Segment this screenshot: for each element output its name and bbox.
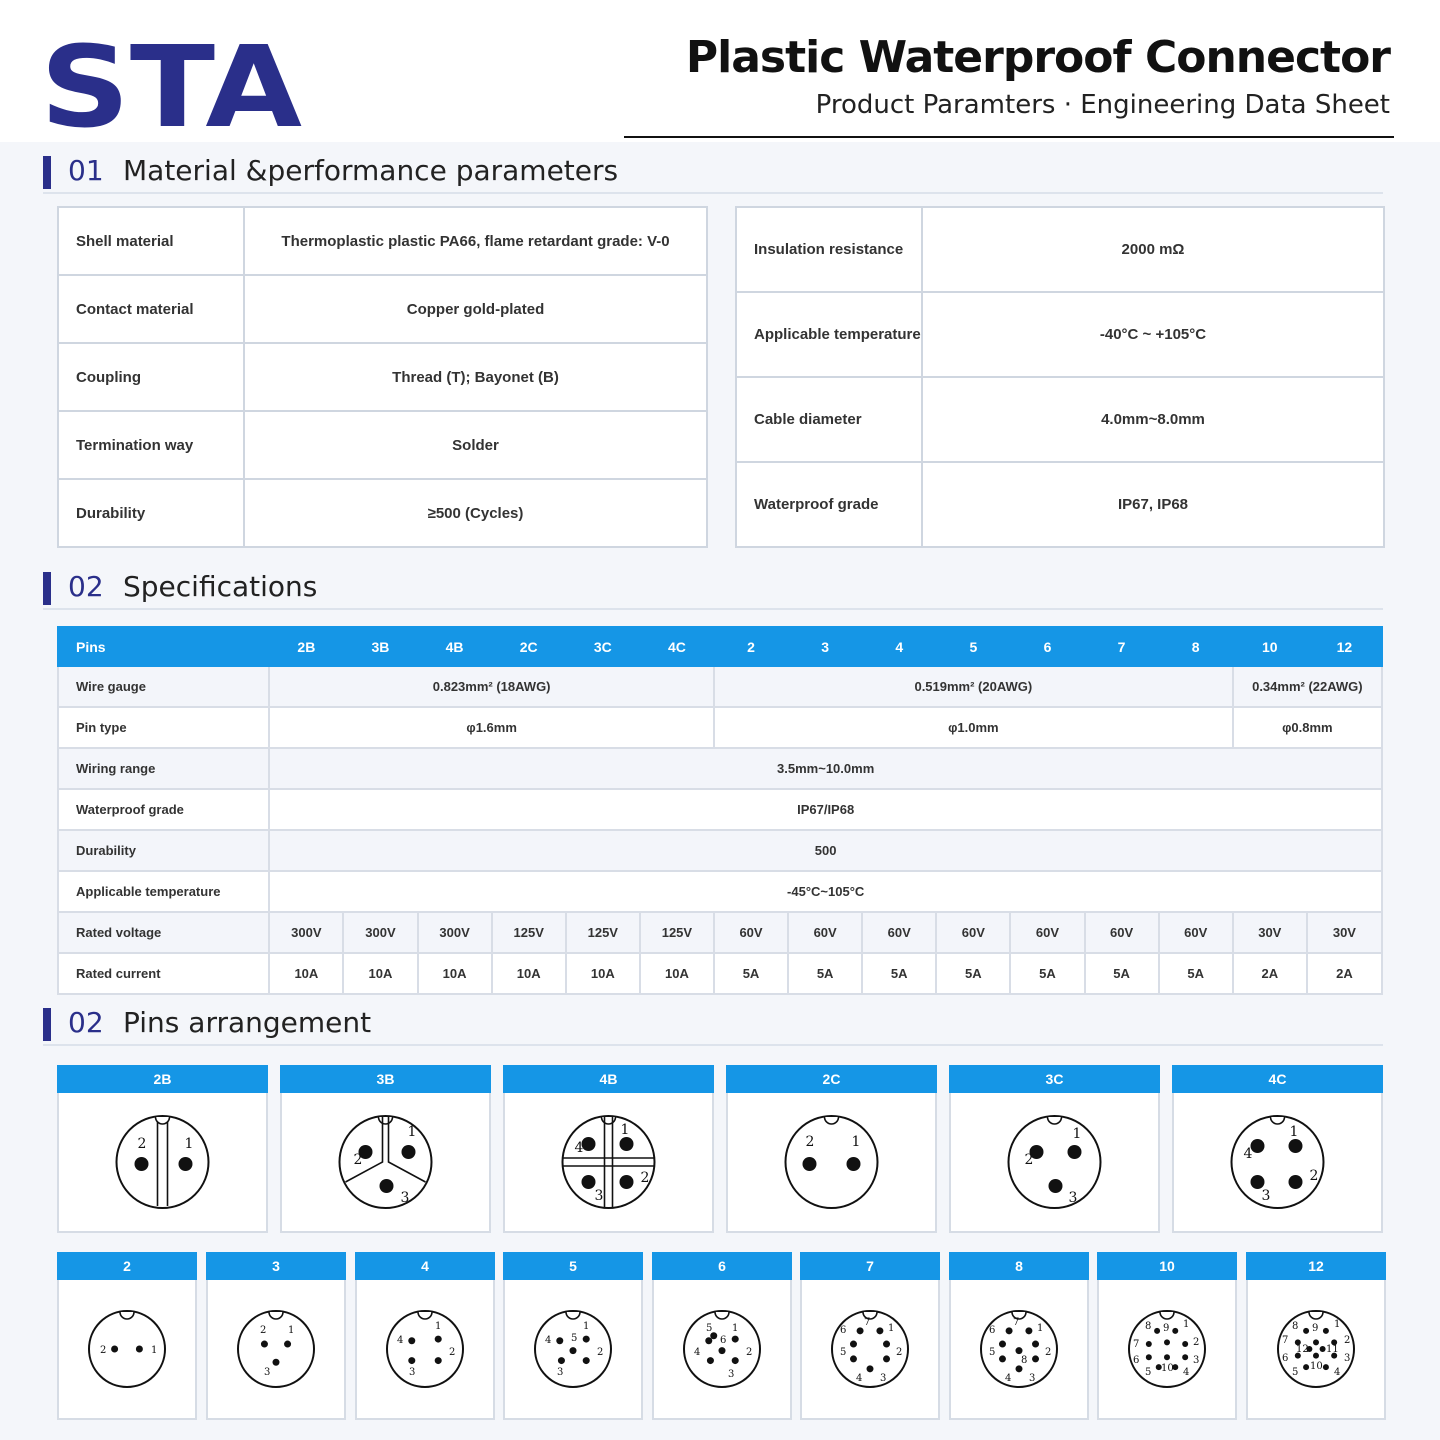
- column-header-pin: 12: [1307, 627, 1382, 666]
- table-row: [58, 479, 707, 547]
- table-row: [736, 207, 1384, 292]
- pin-diagram-title: 4C: [1172, 1065, 1383, 1093]
- pin-layout-diagram: [1174, 1093, 1381, 1231]
- table-row: [736, 292, 1384, 377]
- pin-diagram-card: [503, 1065, 714, 1233]
- pin-diagram-card: [726, 1065, 937, 1233]
- param-value: 2000 mΩ: [922, 207, 1384, 292]
- svg-text:7: 7: [1282, 1335, 1289, 1346]
- column-header-pin: 4C: [640, 627, 714, 666]
- svg-text:2: 2: [449, 1347, 456, 1358]
- svg-text:2: 2: [640, 1170, 650, 1186]
- row-label: Rated voltage: [58, 912, 269, 953]
- header: [0, 0, 1440, 142]
- pin-diagram-title: 3C: [949, 1065, 1160, 1093]
- column-header-pin: 2C: [492, 627, 566, 666]
- param-label: Durability: [58, 479, 244, 547]
- table-row-temperature: [58, 871, 1382, 912]
- svg-text:1: 1: [1334, 1319, 1341, 1330]
- table-cell: 5A: [788, 953, 862, 994]
- section-number: 02: [68, 1006, 104, 1039]
- pin-diagram-title: 4: [355, 1252, 495, 1280]
- table-cell: 0.34mm² (22AWG): [1233, 666, 1382, 707]
- pin-diagram-title: 2B: [57, 1065, 268, 1093]
- pin-layout-diagram: [208, 1280, 344, 1418]
- pin-diagram-card: [800, 1252, 940, 1420]
- svg-text:4: 4: [694, 1347, 701, 1358]
- pin-layout-diagram: [1099, 1280, 1235, 1418]
- table-cell: 125V: [492, 912, 566, 953]
- column-header-pin: 4B: [418, 627, 492, 666]
- svg-text:1: 1: [1183, 1319, 1190, 1330]
- svg-text:2: 2: [1309, 1168, 1319, 1184]
- svg-text:2: 2: [746, 1347, 753, 1358]
- svg-text:2: 2: [896, 1347, 903, 1358]
- table-cell: φ0.8mm: [1233, 707, 1382, 748]
- svg-text:1: 1: [1072, 1126, 1082, 1142]
- svg-text:4: 4: [1183, 1367, 1190, 1378]
- table-cell: 10A: [343, 953, 417, 994]
- pin-diagram-title: 8: [949, 1252, 1089, 1280]
- table-cell: 5A: [862, 953, 936, 994]
- svg-text:8: 8: [1292, 1321, 1299, 1332]
- param-value: 4.0mm~8.0mm: [922, 377, 1384, 462]
- pin-layout-diagram: [282, 1093, 489, 1231]
- table-cell: 60V: [862, 912, 936, 953]
- table-cell: φ1.6mm: [269, 707, 714, 748]
- svg-text:10: 10: [1161, 1363, 1174, 1374]
- table-row: [58, 343, 707, 411]
- param-value: ≥500 (Cycles): [244, 479, 707, 547]
- specifications-table: [57, 626, 1383, 995]
- svg-text:2: 2: [1193, 1337, 1200, 1348]
- material-table-right: [735, 206, 1385, 548]
- row-label: Pin type: [58, 707, 269, 748]
- svg-text:4: 4: [856, 1373, 863, 1384]
- table-cell: 60V: [714, 912, 788, 953]
- svg-text:2: 2: [1024, 1152, 1034, 1168]
- pin-layout-diagram: [951, 1093, 1158, 1231]
- pin-diagram-card: [1172, 1065, 1383, 1233]
- page-title: Plastic Waterproof Connector: [685, 32, 1390, 83]
- pin-layout-diagram: [357, 1280, 493, 1418]
- svg-text:7: 7: [864, 1317, 871, 1328]
- table-cell: 10A: [640, 953, 714, 994]
- svg-text:8: 8: [1021, 1355, 1028, 1366]
- svg-text:1: 1: [1037, 1323, 1044, 1334]
- table-cell: 10A: [269, 953, 343, 994]
- pin-diagram-card: [652, 1252, 792, 1420]
- pin-diagram-title: 5: [503, 1252, 643, 1280]
- section-title: Specifications: [123, 570, 318, 603]
- svg-text:4: 4: [1334, 1367, 1341, 1378]
- section-heading-pins-arrangement: [43, 1006, 1383, 1046]
- table-cell: 5A: [714, 953, 788, 994]
- table-cell: 60V: [1085, 912, 1159, 953]
- pin-diagram-card: [206, 1252, 346, 1420]
- svg-text:4: 4: [1243, 1146, 1253, 1162]
- svg-text:6: 6: [720, 1335, 727, 1346]
- section-number: 01: [68, 154, 104, 187]
- svg-text:6: 6: [840, 1325, 847, 1336]
- svg-text:3: 3: [1029, 1373, 1036, 1384]
- table-cell: 2A: [1307, 953, 1382, 994]
- column-header-pin: 6: [1010, 627, 1084, 666]
- param-label: Cable diameter: [736, 377, 922, 462]
- pin-layout-diagram: [802, 1280, 938, 1418]
- row-label: Rated current: [58, 953, 269, 994]
- param-label: Contact material: [58, 275, 244, 343]
- pin-layout-diagram: [505, 1093, 712, 1231]
- param-value: IP67, IP68: [922, 462, 1384, 547]
- pin-layout-diagram: [59, 1280, 195, 1418]
- table-cell: 0.519mm² (20AWG): [714, 666, 1233, 707]
- pin-diagram-card: [1097, 1252, 1237, 1420]
- table-row: [736, 462, 1384, 547]
- svg-text:2: 2: [100, 1345, 107, 1356]
- table-cell: 5A: [1159, 953, 1233, 994]
- svg-text:1: 1: [583, 1321, 590, 1332]
- svg-text:3: 3: [1068, 1190, 1078, 1206]
- param-label: Insulation resistance: [736, 207, 922, 292]
- table-row-waterproof: [58, 789, 1382, 830]
- row-label: Wire gauge: [58, 666, 269, 707]
- svg-text:2: 2: [1344, 1335, 1351, 1346]
- table-cell: φ1.0mm: [714, 707, 1233, 748]
- pin-layout-diagram: [59, 1093, 266, 1231]
- pin-layout-diagram: [1248, 1280, 1384, 1418]
- svg-text:5: 5: [1292, 1367, 1299, 1378]
- svg-text:9: 9: [1163, 1323, 1170, 1334]
- section-heading-specifications: [43, 570, 1383, 610]
- param-value: -40°C ~ +105°C: [922, 292, 1384, 377]
- svg-text:1: 1: [620, 1122, 630, 1138]
- column-header-pin: 2B: [269, 627, 343, 666]
- pin-diagram-title: 4B: [503, 1065, 714, 1093]
- section-title: Material &performance parameters: [123, 154, 619, 187]
- svg-text:1: 1: [732, 1323, 739, 1334]
- svg-text:3: 3: [409, 1367, 416, 1378]
- logo-text: STA: [40, 30, 303, 130]
- svg-text:9: 9: [1312, 1323, 1319, 1334]
- svg-text:4: 4: [574, 1140, 584, 1156]
- svg-text:10: 10: [1310, 1361, 1323, 1372]
- svg-text:3: 3: [728, 1369, 735, 1380]
- svg-text:3: 3: [1261, 1188, 1271, 1204]
- svg-text:1: 1: [288, 1325, 295, 1336]
- section-bar: [43, 156, 51, 189]
- table-cell: 30V: [1233, 912, 1307, 953]
- column-header-pin: 4: [862, 627, 936, 666]
- column-header-pin: 5: [936, 627, 1010, 666]
- pin-layout-diagram: [654, 1280, 790, 1418]
- sta-logo: [40, 30, 305, 130]
- pin-diagram-title: 6: [652, 1252, 792, 1280]
- table-row: [58, 275, 707, 343]
- table-cell: 300V: [269, 912, 343, 953]
- row-label: Durability: [58, 830, 269, 871]
- table-header-row: [58, 627, 1382, 666]
- svg-text:1: 1: [151, 1345, 158, 1356]
- column-header-pin: 10: [1233, 627, 1307, 666]
- pin-diagram-card: [57, 1065, 268, 1233]
- svg-text:8: 8: [1145, 1321, 1152, 1332]
- pin-diagram-title: 2: [57, 1252, 197, 1280]
- svg-text:5: 5: [1145, 1367, 1152, 1378]
- svg-text:7: 7: [1133, 1339, 1140, 1350]
- table-cell: 60V: [936, 912, 1010, 953]
- section-bar: [43, 572, 51, 605]
- svg-text:3: 3: [400, 1190, 410, 1206]
- material-table-left: [57, 206, 708, 548]
- param-label: Termination way: [58, 411, 244, 479]
- table-cell: 5A: [1085, 953, 1159, 994]
- table-cell: IP67/IP68: [269, 789, 1382, 830]
- table-row: [58, 207, 707, 275]
- svg-text:6: 6: [989, 1325, 996, 1336]
- pin-diagram-title: 3B: [280, 1065, 491, 1093]
- svg-text:5: 5: [571, 1333, 578, 1344]
- table-cell: 60V: [1010, 912, 1084, 953]
- table-row-wiring-range: [58, 748, 1382, 789]
- svg-text:4: 4: [545, 1335, 552, 1346]
- svg-text:1: 1: [888, 1323, 895, 1334]
- pin-diagram-title: 2C: [726, 1065, 937, 1093]
- svg-text:2: 2: [805, 1134, 815, 1150]
- svg-text:2: 2: [353, 1152, 363, 1168]
- pin-diagram-card: [503, 1252, 643, 1420]
- svg-text:7: 7: [1013, 1317, 1020, 1328]
- table-row: [736, 377, 1384, 462]
- table-cell: 3.5mm~10.0mm: [269, 748, 1382, 789]
- svg-text:1: 1: [184, 1136, 194, 1152]
- svg-text:1: 1: [407, 1124, 417, 1140]
- column-header-pin: 3C: [566, 627, 640, 666]
- svg-text:3: 3: [264, 1367, 271, 1378]
- svg-text:6: 6: [1133, 1355, 1140, 1366]
- svg-text:2: 2: [260, 1325, 267, 1336]
- column-header-pin: 2: [714, 627, 788, 666]
- pin-diagram-card: [355, 1252, 495, 1420]
- svg-text:4: 4: [1005, 1373, 1012, 1384]
- svg-text:1: 1: [1289, 1124, 1299, 1140]
- page-subtitle: Product Paramters · Engineering Data Sheet: [815, 90, 1390, 120]
- pin-diagram-title: 12: [1246, 1252, 1386, 1280]
- param-label: Shell material: [58, 207, 244, 275]
- table-cell: 125V: [640, 912, 714, 953]
- pin-diagram-card: [1246, 1252, 1386, 1420]
- table-cell: 30V: [1307, 912, 1382, 953]
- table-cell: 10A: [566, 953, 640, 994]
- svg-text:5: 5: [706, 1323, 713, 1334]
- table-row-wire-gauge: [58, 666, 1382, 707]
- section-heading-material: [43, 154, 1383, 194]
- section-title: Pins arrangement: [123, 1006, 372, 1039]
- svg-text:3: 3: [594, 1188, 604, 1204]
- header-divider: [624, 136, 1394, 138]
- table-row-pin-type: [58, 707, 1382, 748]
- table-cell: 0.823mm² (18AWG): [269, 666, 714, 707]
- column-header-pins: Pins: [58, 627, 269, 666]
- table-cell: 10A: [492, 953, 566, 994]
- table-cell: 60V: [788, 912, 862, 953]
- table-cell: 300V: [343, 912, 417, 953]
- pin-diagram-card: [57, 1252, 197, 1420]
- svg-text:1: 1: [851, 1134, 861, 1150]
- pin-diagram-title: 7: [800, 1252, 940, 1280]
- section-bar: [43, 1008, 51, 1041]
- svg-text:1: 1: [435, 1321, 442, 1332]
- pin-layout-diagram: [728, 1093, 935, 1231]
- svg-text:11: 11: [1326, 1344, 1339, 1355]
- pin-layout-diagram: [505, 1280, 641, 1418]
- param-label: Waterproof grade: [736, 462, 922, 547]
- table-row-durability: [58, 830, 1382, 871]
- svg-text:2: 2: [1045, 1347, 1052, 1358]
- svg-text:3: 3: [1344, 1353, 1351, 1364]
- pin-diagram-card: [949, 1065, 1160, 1233]
- svg-text:6: 6: [1282, 1353, 1289, 1364]
- table-row-current: [58, 953, 1382, 994]
- column-header-pin: 8: [1159, 627, 1233, 666]
- svg-text:2: 2: [137, 1136, 147, 1152]
- svg-text:12: 12: [1296, 1344, 1309, 1355]
- row-label: Applicable temperature: [58, 871, 269, 912]
- column-header-pin: 7: [1085, 627, 1159, 666]
- param-value: Copper gold-plated: [244, 275, 707, 343]
- table-cell: 10A: [418, 953, 492, 994]
- table-cell: 60V: [1159, 912, 1233, 953]
- column-header-pin: 3B: [343, 627, 417, 666]
- table-row: [58, 411, 707, 479]
- table-cell: 300V: [418, 912, 492, 953]
- svg-text:4: 4: [397, 1335, 404, 1346]
- section-number: 02: [68, 570, 104, 603]
- table-cell: 5A: [936, 953, 1010, 994]
- table-cell: 5A: [1010, 953, 1084, 994]
- svg-text:3: 3: [1193, 1355, 1200, 1366]
- pin-layout-diagram: [951, 1280, 1087, 1418]
- svg-text:5: 5: [840, 1347, 847, 1358]
- svg-text:3: 3: [880, 1373, 887, 1384]
- svg-text:5: 5: [989, 1347, 996, 1358]
- param-label: Coupling: [58, 343, 244, 411]
- table-cell: 125V: [566, 912, 640, 953]
- pin-diagram-title: 10: [1097, 1252, 1237, 1280]
- param-value: Thermoplastic plastic PA66, flame retardant grade: V-0: [244, 207, 707, 275]
- table-row-voltage: [58, 912, 1382, 953]
- param-value: Thread (T); Bayonet (B): [244, 343, 707, 411]
- row-label: Wiring range: [58, 748, 269, 789]
- pin-diagram-card: [280, 1065, 491, 1233]
- table-cell: 2A: [1233, 953, 1307, 994]
- svg-text:2: 2: [597, 1347, 604, 1358]
- table-cell: 500: [269, 830, 1382, 871]
- param-label: Applicable temperature: [736, 292, 922, 377]
- svg-text:3: 3: [557, 1367, 564, 1378]
- row-label: Waterproof grade: [58, 789, 269, 830]
- pin-diagram-title: 3: [206, 1252, 346, 1280]
- table-cell: -45°C~105°C: [269, 871, 1382, 912]
- column-header-pin: 3: [788, 627, 862, 666]
- param-value: Solder: [244, 411, 707, 479]
- pin-diagram-card: [949, 1252, 1089, 1420]
